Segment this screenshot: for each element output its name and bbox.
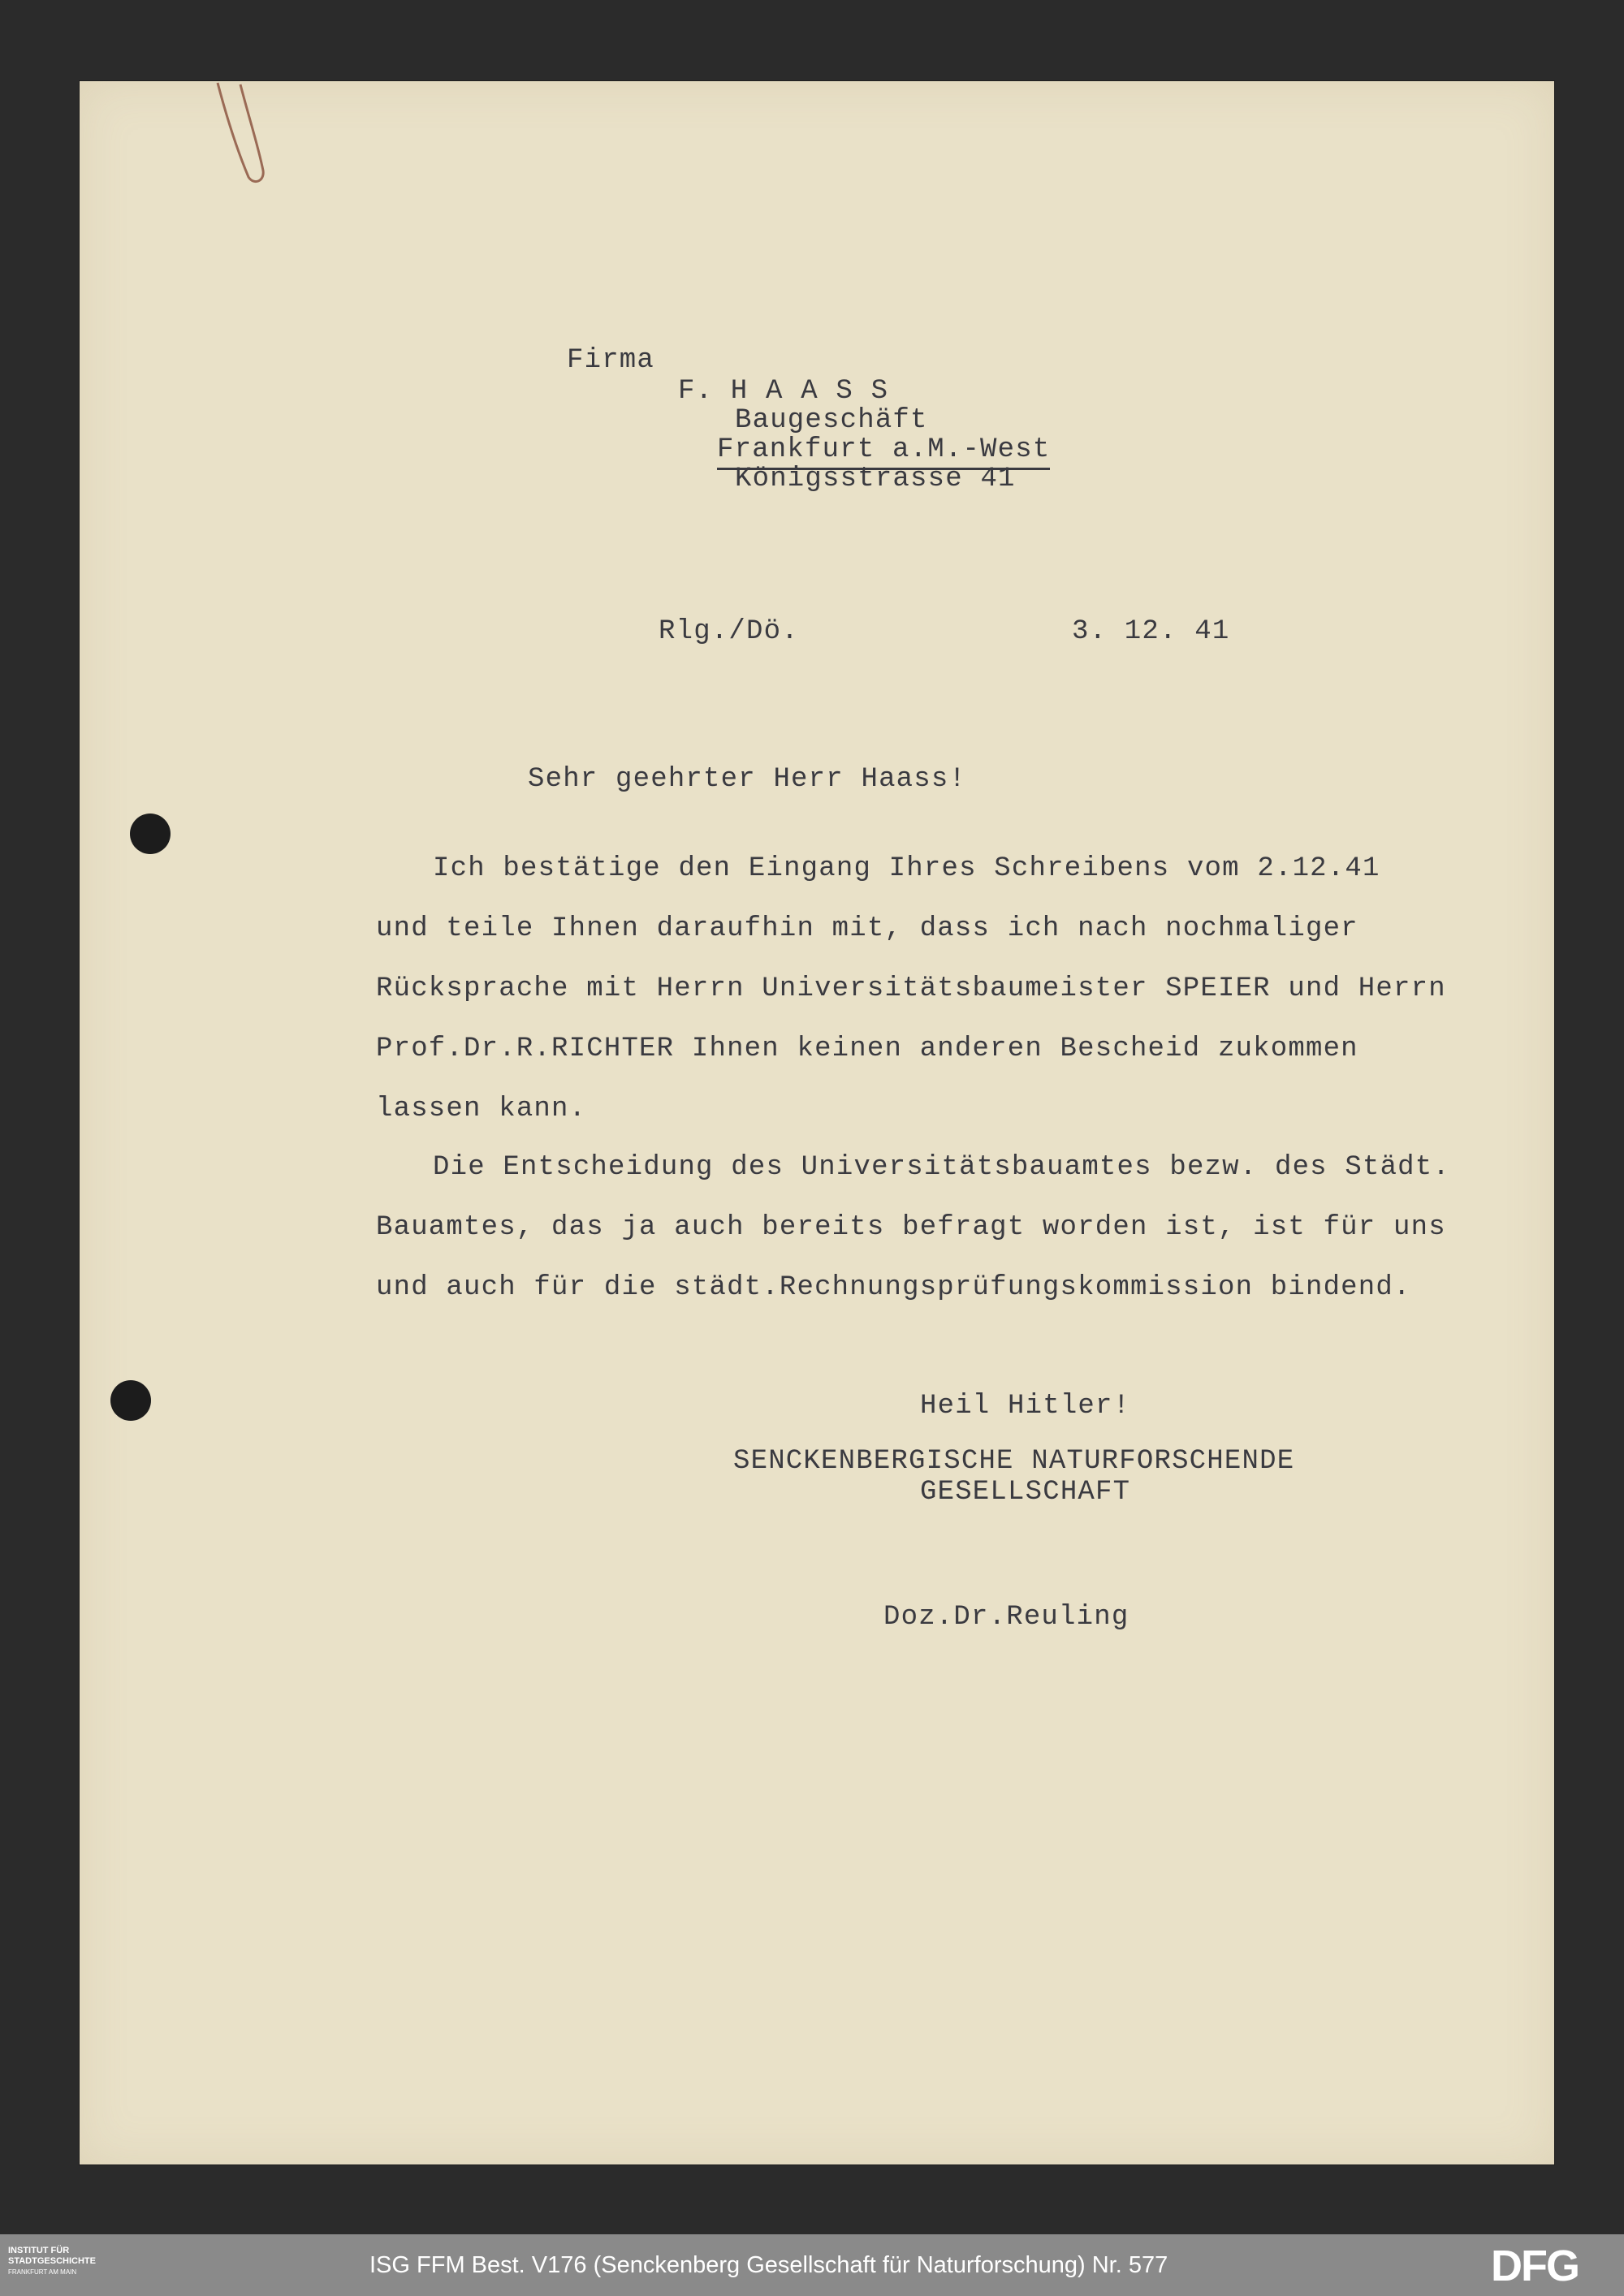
punch-hole-top xyxy=(130,814,171,854)
body-line: und teile Ihnen daraufhin mit, dass ich nach nochmaliger xyxy=(376,913,1358,944)
organization-line: SENCKENBERGISCHE NATURFORSCHENDE xyxy=(733,1446,1295,1477)
organization-line: GESELLSCHAFT xyxy=(920,1477,1131,1508)
institute-logo xyxy=(8,2246,96,2277)
archive-footer xyxy=(0,2234,1624,2296)
recipient-name: F. H A A S S xyxy=(678,376,889,407)
body-line: lassen kann. xyxy=(376,1094,587,1124)
recipient-label: Firma xyxy=(567,345,655,376)
institute-line: FRANKFURT AM MAIN xyxy=(8,2268,77,2276)
body-line: Rücksprache mit Herrn Universitätsbaumeister SPEIER und Herrn xyxy=(376,973,1446,1004)
paperclip-mark-icon xyxy=(211,81,268,187)
institute-line: STADTGESCHICHTE xyxy=(8,2256,96,2266)
recipient-business: Baugeschäft xyxy=(735,405,928,436)
letter-page xyxy=(80,81,1554,2164)
body-line: Die Entscheidung des Universitätsbauamtes bezw. des Städt. xyxy=(433,1152,1450,1183)
salutation: Sehr geehrter Herr Haass! xyxy=(528,764,967,795)
institute-line: INSTITUT FÜR xyxy=(8,2246,70,2255)
body-line: Bauamtes, das ja auch bereits befragt worden ist, ist für uns xyxy=(376,1212,1446,1243)
recipient-city: Frankfurt a.M.-West xyxy=(717,434,1050,470)
signature: Doz.Dr.Reuling xyxy=(883,1602,1129,1633)
body-line: Prof.Dr.R.RICHTER Ihnen keinen anderen Bescheid zukommen xyxy=(376,1034,1358,1064)
recipient-street: Königsstrasse 41 xyxy=(735,464,1016,494)
closing: Heil Hitler! xyxy=(920,1391,1131,1422)
archive-caption: ISG FFM Best. V176 (Senckenberg Gesellschaft für Naturforschung) Nr. 577 xyxy=(369,2252,1168,2278)
body-line: und auch für die städt.Rechnungsprüfungskommission bindend. xyxy=(376,1272,1411,1303)
punch-hole-bottom xyxy=(110,1380,151,1421)
dfg-logo: DFG xyxy=(1491,2242,1579,2290)
letter-date: 3. 12. 41 xyxy=(1072,616,1230,647)
body-line: Ich bestätige den Eingang Ihres Schreibens vom 2.12.41 xyxy=(433,853,1380,884)
reference-code: Rlg./Dö. xyxy=(659,616,799,647)
